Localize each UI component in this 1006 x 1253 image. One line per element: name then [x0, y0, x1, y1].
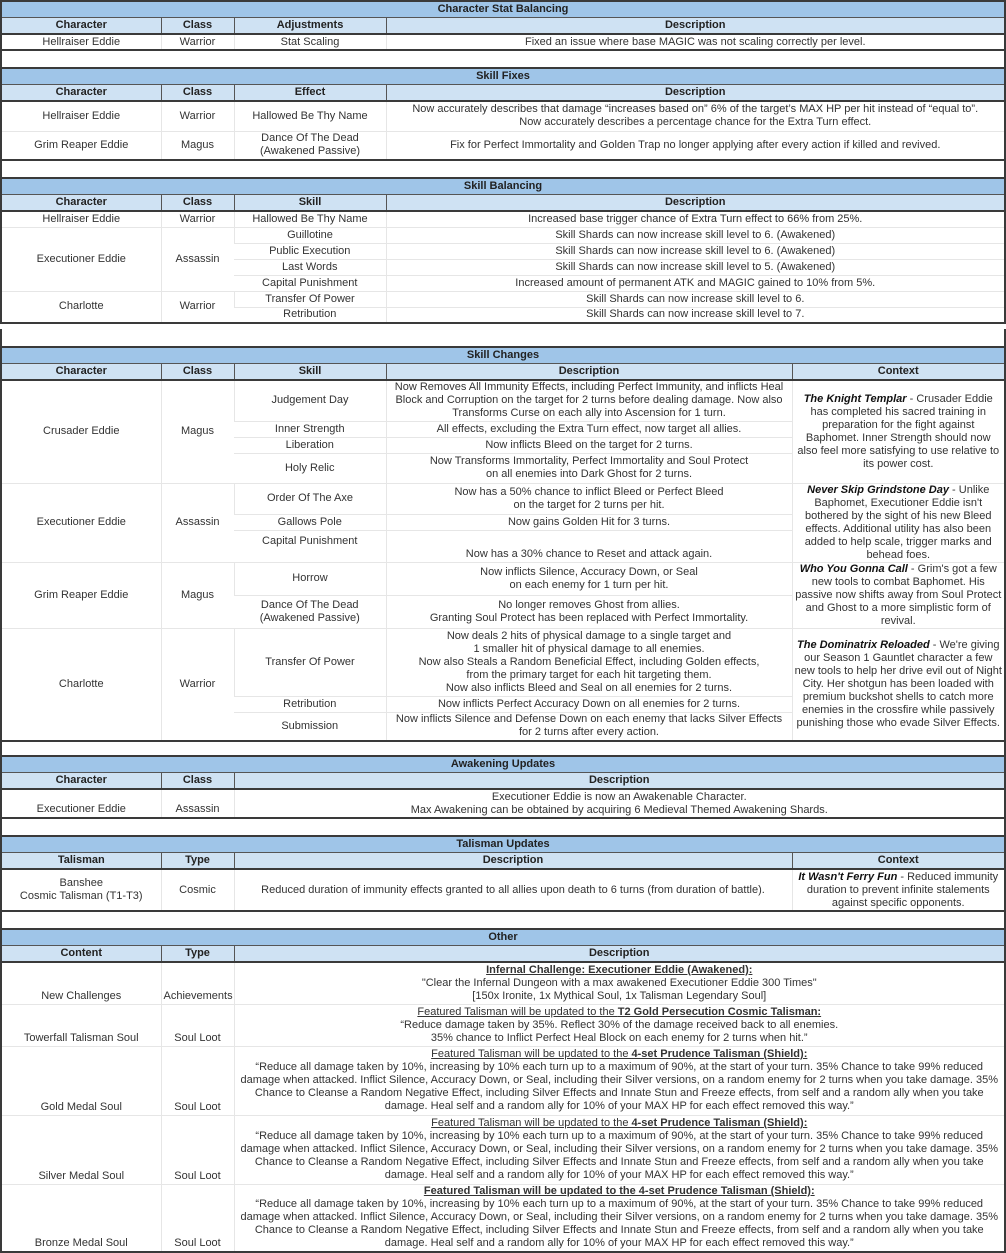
type-cell: Soul Loot: [161, 1004, 234, 1046]
skill-cell: Capital Punishment: [234, 275, 386, 291]
talisman-line: Cosmic Talisman (T1-T3): [19, 890, 143, 902]
context-cell: [792, 628, 1004, 741]
skill-cell: Guillotine: [234, 227, 386, 243]
description-cell: [386, 483, 792, 514]
class-cell: Magus: [161, 380, 234, 483]
class-cell: Warrior: [161, 291, 234, 323]
type-cell: Soul Loot: [161, 1184, 234, 1252]
heading-bold: 4-set Prudence Talisman (Shield):: [631, 1117, 808, 1129]
description-line: Now inflicts Silence, Accuracy Down, or Seal: [480, 565, 698, 578]
heading-bold: 4-set Prudence Talisman (Shield):: [631, 1048, 808, 1060]
column-header: Skill: [234, 364, 386, 381]
description-heading: Infernal Challenge: Executioner Eddie (Awakened):: [486, 963, 753, 976]
column-header: Context: [792, 364, 1004, 381]
table-row: [2, 211, 1004, 227]
context-cell: [792, 380, 1004, 483]
column-header: Skill: [234, 195, 386, 212]
column-header: Character: [2, 773, 161, 790]
table-row: [2, 34, 1004, 50]
content-cell: Towerfall Talisman Soul: [2, 1004, 161, 1046]
description-cell: Fixed an issue where base MAGIC was not scaling correctly per level.: [386, 34, 1004, 50]
content-cell: Gold Medal Soul: [2, 1046, 161, 1115]
description-cell: [234, 1184, 1004, 1252]
class-cell: Warrior: [161, 628, 234, 741]
character-cell: Grim Reaper Eddie: [2, 131, 161, 160]
column-header: Class: [161, 195, 234, 212]
section-title: Other: [2, 929, 1004, 946]
character-cell: Grim Reaper Eddie: [2, 562, 161, 628]
context-text: - Crusader Eddie has completed his sacred training in preparation for the fight against Baphomet. Inner Strength should now also feel more satisfying to use relative to its power cost.: [797, 392, 1000, 470]
character-cell: Charlotte: [2, 628, 161, 741]
heading-prefix: Featured Talisman will be updated to the: [417, 1005, 618, 1018]
section-title: Character Stat Balancing: [2, 1, 1004, 18]
description-cell: Fix for Perfect Immortality and Golden Trap no longer applying after every action if killed and revived.: [386, 131, 1004, 160]
column-header: Class: [161, 18, 234, 35]
class-cell: Assassin: [161, 227, 234, 291]
description-cell: [234, 1046, 1004, 1115]
character-cell: Executioner Eddie: [2, 483, 161, 562]
table-row: [2, 962, 1004, 1004]
description-line: on all enemies into Dark Ghost for 2 turns.: [485, 468, 693, 480]
character-cell: Hellraiser Eddie: [2, 34, 161, 50]
table-row: [2, 483, 1004, 514]
column-header: Description: [234, 946, 1004, 963]
section-title: Talisman Updates: [2, 836, 1004, 853]
effect-cell: [234, 131, 386, 160]
description-cell: Reduced duration of immunity effects granted to all allies upon death to 6 turns (from duration of battle).: [234, 869, 792, 911]
skill-line: Dance Of The Dead: [260, 598, 359, 611]
adjustment-cell: Stat Scaling: [234, 34, 386, 50]
class-cell: Warrior: [161, 34, 234, 50]
context-cell: [792, 483, 1004, 562]
skill-cell: Holy Relic: [234, 453, 386, 483]
description-heading: [237, 1006, 1003, 1019]
description-line: Now has a 50% chance to inflict Bleed or Perfect Bleed: [454, 485, 724, 498]
context-title: It Wasn't Ferry Fun: [798, 870, 898, 883]
description-line: Now accurately describes that damage “increases based on” 6% of the target’s MAX HP per hit instead of “equal to”.: [412, 103, 979, 116]
description-cell: Skill Shards can now increase skill level to 7.: [386, 307, 1004, 323]
description-line: Now accurately describes a percentage chance for the Extra Turn effect.: [519, 116, 872, 129]
description-line: from the primary target for each hit targeting them.: [466, 668, 712, 681]
column-header: Description: [386, 85, 1004, 102]
context-cell: [792, 562, 1004, 628]
character-cell: Executioner Eddie: [2, 789, 161, 818]
table-row: [2, 1184, 1004, 1252]
column-header: Type: [161, 946, 234, 963]
context-text: - We're giving our Season 1 Gauntlet character a few new tools to help her drive evil out of Night City. Her shotgun has been loaded with premium buckshot shells to catch more enemies in the crossfire while passively punishing those who evade Silver Effects.: [794, 638, 1002, 729]
column-header: Character: [2, 364, 161, 381]
skill-cell: Order Of The Axe: [234, 483, 386, 514]
skill-cell: Horrow: [234, 562, 386, 595]
context-text: - Unlike Baphomet, Executioner Eddie isn't bothered by the sight of his new Bleed effects. Additional utility has also been added to help scale, trigger marks and behead foes.: [804, 483, 992, 561]
character-cell: Crusader Eddie: [2, 380, 161, 483]
character-cell: Charlotte: [2, 291, 161, 323]
content-cell: Silver Medal Soul: [2, 1115, 161, 1184]
description-text: “Reduce all damage taken by 10%, increasing by 10% each turn up to a maximum of 90%, at the start of your turn. 35% Chance to take 99% reduced damage when attacked. Inflict Silence, Accuracy Down, or Seal, including their Silver versions, on a random enemy for 2 turns when you take damage. 35% Chance to Cleanse a Random Negative Effect, including Silver Effects and Innate Stun and Freeze effects, from self and a random ally when you take damage. Heal self and a random ally for 10% of your MAX HP for each effect removed this way.”: [240, 1061, 999, 1112]
column-header: Class: [161, 773, 234, 790]
description-cell: Skill Shards can now increase skill level to 6.: [386, 291, 1004, 307]
description-cell: [386, 453, 792, 483]
character-cell: Executioner Eddie: [2, 227, 161, 291]
table-row: [2, 131, 1004, 160]
skill-cell: Transfer Of Power: [234, 291, 386, 307]
description-cell: Now inflicts Bleed on the target for 2 turns.: [386, 437, 792, 453]
table-row: [2, 101, 1004, 131]
description-cell: [234, 789, 1004, 818]
description-cell: Now has a 30% chance to Reset and attack again.: [386, 531, 792, 562]
table-row: [2, 1115, 1004, 1184]
skill-cell: Retribution: [234, 307, 386, 323]
description-line: Now also inflicts Bleed and Seal on all enemies for 2 turns.: [445, 681, 733, 694]
description-line: 1 smaller hit of physical damage to all enemies.: [473, 642, 705, 655]
description-heading: [237, 1048, 1003, 1061]
description-heading: Featured Talisman will be updated to the 4-set Prudence Talisman (Shield):: [423, 1185, 815, 1198]
description-cell: Increased base trigger chance of Extra Turn effect to 66% from 25%.: [386, 211, 1004, 227]
section-talisman-updates: [0, 835, 1006, 912]
column-header: Description: [234, 853, 792, 870]
talisman-cell: [2, 869, 161, 911]
spacer: [0, 738, 1006, 755]
description-cell: Now inflicts Perfect Accuracy Down on all enemies for 2 turns.: [386, 696, 792, 712]
class-cell: Magus: [161, 131, 234, 160]
column-header: Context: [792, 853, 1004, 870]
class-cell: Warrior: [161, 101, 234, 131]
skill-cell: Inner Strength: [234, 421, 386, 437]
description-cell: Now gains Golden Hit for 3 turns.: [386, 514, 792, 531]
column-header: Description: [234, 773, 1004, 790]
skill-cell: Hallowed Be Thy Name: [234, 211, 386, 227]
spacer: [0, 912, 1006, 928]
column-header: Effect: [234, 85, 386, 102]
skill-cell: [234, 595, 386, 628]
class-cell: Assassin: [161, 789, 234, 818]
context-title: Who You Gonna Call: [799, 562, 908, 575]
effect-line: Dance Of The Dead: [261, 132, 359, 145]
skill-cell: Judgement Day: [234, 380, 386, 421]
description-cell: [234, 1004, 1004, 1046]
effect-cell: Hallowed Be Thy Name: [234, 101, 386, 131]
skill-cell: Submission: [234, 712, 386, 741]
column-header: Talisman: [2, 853, 161, 870]
type-cell: Cosmic: [161, 869, 234, 911]
description-cell: [386, 628, 792, 696]
description-cell: All effects, excluding the Extra Turn effect, now target all allies.: [386, 421, 792, 437]
section-title: Skill Balancing: [2, 178, 1004, 195]
context-title: The Knight Templar: [803, 392, 907, 405]
section-skill-balancing: [0, 177, 1006, 324]
description-line: Now deals 2 hits of physical damage to a single target and: [446, 629, 732, 642]
description-line: on the target for 2 turns per hit.: [513, 498, 665, 511]
description-cell: Increased amount of permanent ATK and MAGIC gained to 10% from 5%.: [386, 275, 1004, 291]
content-cell: New Challenges: [2, 962, 161, 1004]
column-header: Character: [2, 195, 161, 212]
table-row: [2, 789, 1004, 818]
skill-cell: Last Words: [234, 259, 386, 275]
description-heading: [237, 1117, 1003, 1130]
section-title: Awakening Updates: [2, 756, 1004, 773]
description-line: Now Transforms Immortality, Perfect Immortality and Soul Protect: [429, 455, 749, 467]
section-awakening-updates: [0, 755, 1006, 819]
column-header: Description: [386, 18, 1004, 35]
table-row: [2, 562, 1004, 595]
description-cell: Skill Shards can now increase skill level to 6. (Awakened): [386, 243, 1004, 259]
description-cell: Now inflicts Silence and Defense Down on each enemy that lacks Silver Effects for 2 turns after every action.: [386, 712, 792, 741]
context-text: - Grim's got a few new tools to combat Baphomet. His passive now shifts away from Soul Protect and Ghost to a more simplistic form of revival.: [795, 562, 1002, 627]
character-cell: Hellraiser Eddie: [2, 211, 161, 227]
skill-cell: Retribution: [234, 696, 386, 712]
skill-cell: Liberation: [234, 437, 386, 453]
column-header: Adjustments: [234, 18, 386, 35]
skill-cell: Transfer Of Power: [234, 628, 386, 696]
type-cell: Soul Loot: [161, 1046, 234, 1115]
class-cell: Warrior: [161, 211, 234, 227]
table-row: [2, 869, 1004, 911]
effect-line: (Awakened Passive): [259, 145, 361, 158]
table-row: [2, 1004, 1004, 1046]
spacer: [0, 329, 1006, 346]
table-row: [2, 227, 1004, 243]
column-header: Type: [161, 853, 234, 870]
type-cell: Soul Loot: [161, 1115, 234, 1184]
character-cell: Hellraiser Eddie: [2, 101, 161, 131]
skill-cell: Gallows Pole: [234, 514, 386, 531]
heading-prefix: Featured Talisman will be updated to the: [431, 1117, 632, 1129]
context-title: Never Skip Grindstone Day: [807, 483, 949, 496]
description-line: [150x Ironite, 1x Mythical Soul, 1x Talisman Legendary Soul]: [472, 989, 767, 1002]
column-header: Character: [2, 85, 161, 102]
talisman-line: Banshee: [59, 877, 103, 889]
description-cell: Now Removes All Immunity Effects, including Perfect Immunity, and inflicts Heal Block and Corruption on the target for 2 turns before dealing damage. Now also Transforms Curse on each ally into Ascension for 1 turn.: [386, 380, 792, 421]
description-cell: Skill Shards can now increase skill level to 6. (Awakened): [386, 227, 1004, 243]
heading-bold: T2 Gold Persecution Cosmic Talisman:: [617, 1005, 822, 1018]
class-cell: Magus: [161, 562, 234, 628]
skill-cell: Capital Punishment: [234, 531, 386, 562]
table-row: [2, 628, 1004, 696]
section-title: Skill Changes: [2, 347, 1004, 364]
description-line: Now also Steals a Random Beneficial Effect, including Golden effects,: [418, 655, 760, 668]
description-cell: [386, 562, 792, 595]
context-text: - Reduced immunity duration to prevent infinite stalements against specific opponents.: [806, 870, 999, 909]
description-line: on each enemy for 1 turn per hit.: [509, 578, 669, 591]
content-cell: Bronze Medal Soul: [2, 1184, 161, 1252]
column-header: Class: [161, 85, 234, 102]
description-line: “Reduce damage taken by 35%. Reflect 30% of the damage received back to all enemies.: [400, 1018, 839, 1031]
description-cell: [386, 101, 1004, 131]
description-line: "Clear the Infernal Dungeon with a max awakened Executioner Eddie 300 Times": [421, 976, 817, 989]
section-other: [0, 928, 1006, 1253]
column-header: Content: [2, 946, 161, 963]
skill-cell: Public Execution: [234, 243, 386, 259]
table-row: [2, 291, 1004, 307]
context-title: The Dominatrix Reloaded: [797, 638, 930, 651]
section-character-stat-balancing: [0, 0, 1006, 51]
description-cell: [386, 595, 792, 628]
spacer: [0, 161, 1006, 177]
column-header: Character: [2, 18, 161, 35]
description-line: No longer removes Ghost from allies.: [498, 598, 680, 611]
class-cell: Assassin: [161, 483, 234, 562]
description-line: 35% chance to Inflict Perfect Heal Block on each enemy for 2 turns when hit.”: [430, 1031, 808, 1044]
description-text: “Reduce all damage taken by 10%, increasing by 10% each turn up to a maximum of 90%, at the start of your turn. 35% Chance to take 99% reduced damage when attacked. Inflict Silence, Accuracy Down, or Seal, including their Silver versions, on a random enemy for 2 turns when you take damage. 35% Chance to Cleanse a Random Negative Effect, including Silver Effects and Innate Stun and Freeze effects, from self and a random ally when you take damage. Heal self and a random ally for 10% of your MAX HP for each effect removed this way.”: [240, 1130, 999, 1181]
column-header: Description: [386, 195, 1004, 212]
table-row: [2, 380, 1004, 421]
section-skill-fixes: [0, 67, 1006, 161]
section-title: Skill Fixes: [2, 68, 1004, 85]
spacer: [0, 51, 1006, 67]
description-line: Granting Soul Protect has been replaced with Perfect Immortality.: [429, 611, 749, 624]
description-cell: [234, 962, 1004, 1004]
description-text: “Reduce all damage taken by 10%, increasing by 10% each turn up to a maximum of 90%, at the start of your turn. 35% Chance to take 99% reduced damage when attacked. Inflict Silence, Accuracy Down, or Seal, including their Silver versions, on a random enemy for 2 turns when you take damage. 35% Chance to Cleanse a Random Negative Effect, including Silver Effects and Innate Stun and Freeze effects, from self and a random ally when you take damage. Heal self and a random ally for 10% of your MAX HP for each effect removed this way.”: [240, 1198, 999, 1250]
description-line: Executioner Eddie is now an Awakenable Character.: [491, 790, 747, 803]
column-header: Class: [161, 364, 234, 381]
table-row: [2, 1046, 1004, 1115]
column-header: Description: [386, 364, 792, 381]
heading-prefix: Featured Talisman will be updated to the: [431, 1048, 632, 1060]
description-cell: [234, 1115, 1004, 1184]
spacer: [0, 819, 1006, 835]
section-skill-changes: [0, 346, 1006, 742]
description-line: Max Awakening can be obtained by acquiring 6 Medieval Themed Awakening Shards.: [410, 803, 828, 816]
type-cell: Achievements: [161, 962, 234, 1004]
skill-line: (Awakened Passive): [259, 611, 360, 624]
context-cell: [792, 869, 1004, 911]
description-cell: Skill Shards can now increase skill level to 5. (Awakened): [386, 259, 1004, 275]
